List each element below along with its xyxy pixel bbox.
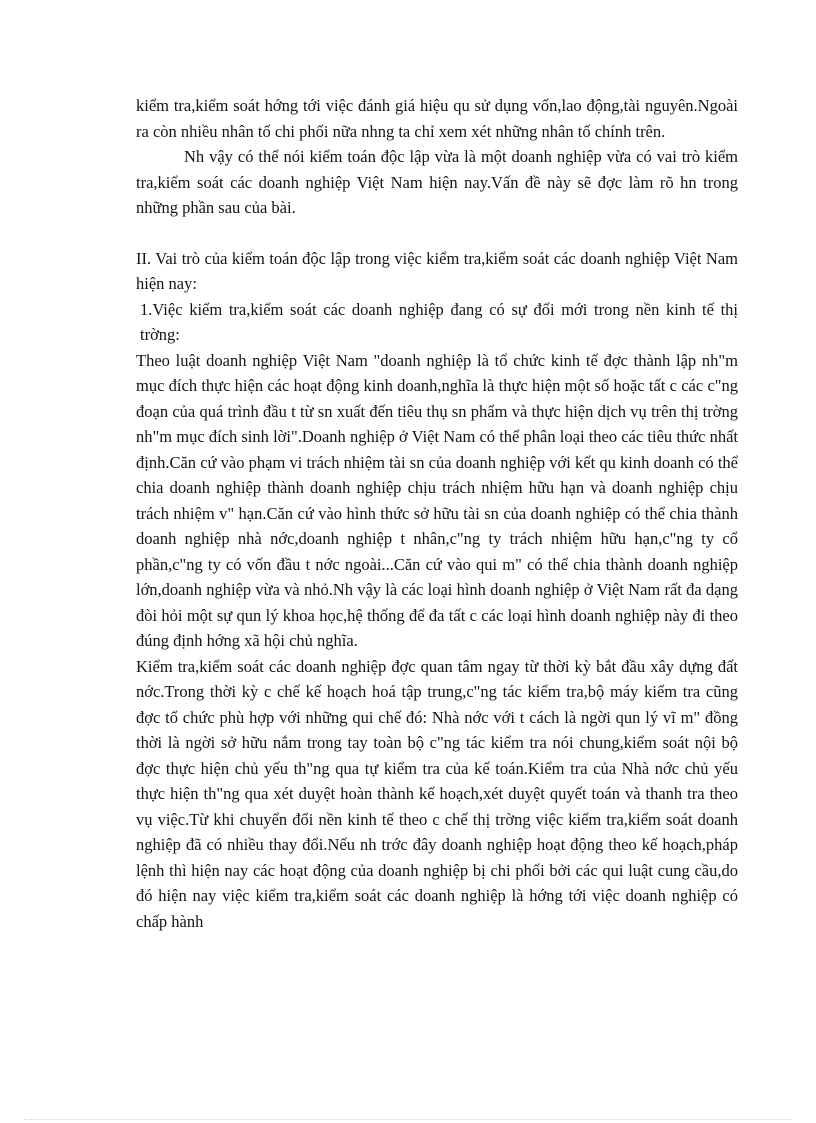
- sub-heading: 1.Việc kiểm tra,kiểm soát các doanh nghiệp đang có sự đổi mới trong nền kinh tế thị trờng:: [140, 299, 738, 344]
- body-paragraph-definition: Theo luật doanh nghiệp Việt Nam "doanh nghiệp là tổ chức kinh tế đợc thành lập nh"m mục đích thực hiện các hoạt động kinh doanh,nghĩa là thực hiện một số hoặc tất c các c"ng đoạn của quá trình đầu t từ sn xuất đến tiêu thụ sn phẩm và thực hiện dịch vụ trên thị trờng nh"m mục đích sinh lời".Doanh nghiệp ở Việt Nam có thể phân loại theo các tiêu thức nhất định.Căn cứ vào phạm vi trách nhiệm tài sn của doanh nghiệp với kết qu kinh doanh có thể chia doanh nghiệp thành doanh nghiệp chịu trách nhiệm hữu hạn và doanh nghiệp chịu trách nhiệm v" hạn.Căn cứ vào hình thức sở hữu tài sn của doanh nghiệp có thể chia thành doanh nghiệp nhà nớc,doanh nghiệp t nhân,c"ng ty trách nhiệm hữu hạn,c"ng ty cổ phần,c"ng ty có vốn đầu t nớc ngoài...Căn cứ vào qui m" có thể chia thành doanh nghiệp lớn,doanh nghiệp vừa và nhỏ.Nh vậy là các loại hình doanh nghiệp ở Việt Nam rất đa dạng đòi hỏi một sự qun lý khoa học,hệ thống để đa tất c các loại hình doanh nghiệp này đi theo đúng định hớng xã hội chủ nghĩa.: [136, 350, 738, 650]
- page-bottom-divider: [24, 1119, 792, 1120]
- body-paragraph-history: Kiểm tra,kiểm soát các doanh nghiệp đợc quan tâm ngay từ thời kỳ bắt đầu xây dựng đất nớc.Trong thời kỳ c chế kế hoạch hoá tập trung,c"ng tác kiểm tra,bộ máy kiểm tra cũng đợc tổ chức phù hợp với những qui chế đó: Nhà nớc với t cách là ngời qun lý vĩ m" đồng thời là ngời sở hữu nắm trong tay toàn bộ c"ng tác kiểm tra nói chung,kiểm soát nội bộ đợc thực hiện chủ yếu th"ng qua tự kiểm tra của kế toán.Kiểm tra của Nhà nớc chủ yếu thực hiện th"ng qua xét duyệt hoàn thành kế hoạch,xét duyệt quyết toán và thanh tra theo vụ việc.Từ khi chuyển đổi nền kinh tế theo c chế thị trờng việc kiểm tra,kiểm soát doanh nghiệp đã có nhiều thay đổi.Nếu nh trớc đây doanh nghiệp hoạt động theo kế hoạch,pháp lệnh thì hiện nay các hoạt động của doanh nghiệp bị chi phối bởi các qui luật cung cầu,do đó hiện nay việc kiểm tra,kiểm soát các doanh nghiệp là hớng tới việc doanh nghiệp có chấp hành: [136, 656, 738, 931]
- blank-line: [136, 221, 738, 246]
- section-heading: II. Vai trò của kiểm toán độc lập trong việc kiểm tra,kiểm soát các doanh nghiệp Việt Nam hiện nay:: [136, 248, 738, 293]
- paragraph-conclusion: Nh vậy có thể nói kiểm toán độc lập vừa là một doanh nghiệp vừa có vai trò kiểm tra,kiểm soát các doanh nghiệp Việt Nam hiện nay.Vấn đề này sẽ đợc làm rõ hn trong những phần sau của bài.: [136, 147, 738, 217]
- document-page: [136, 93, 738, 934]
- paragraph-intro: kiểm tra,kiểm soát hớng tới việc đánh giá hiệu qu sử dụng vốn,lao động,tài nguyên.Ngoài ra còn nhiều nhân tố chi phối nữa nhng ta chỉ xem xét những nhân tố chính trên.: [136, 96, 738, 141]
